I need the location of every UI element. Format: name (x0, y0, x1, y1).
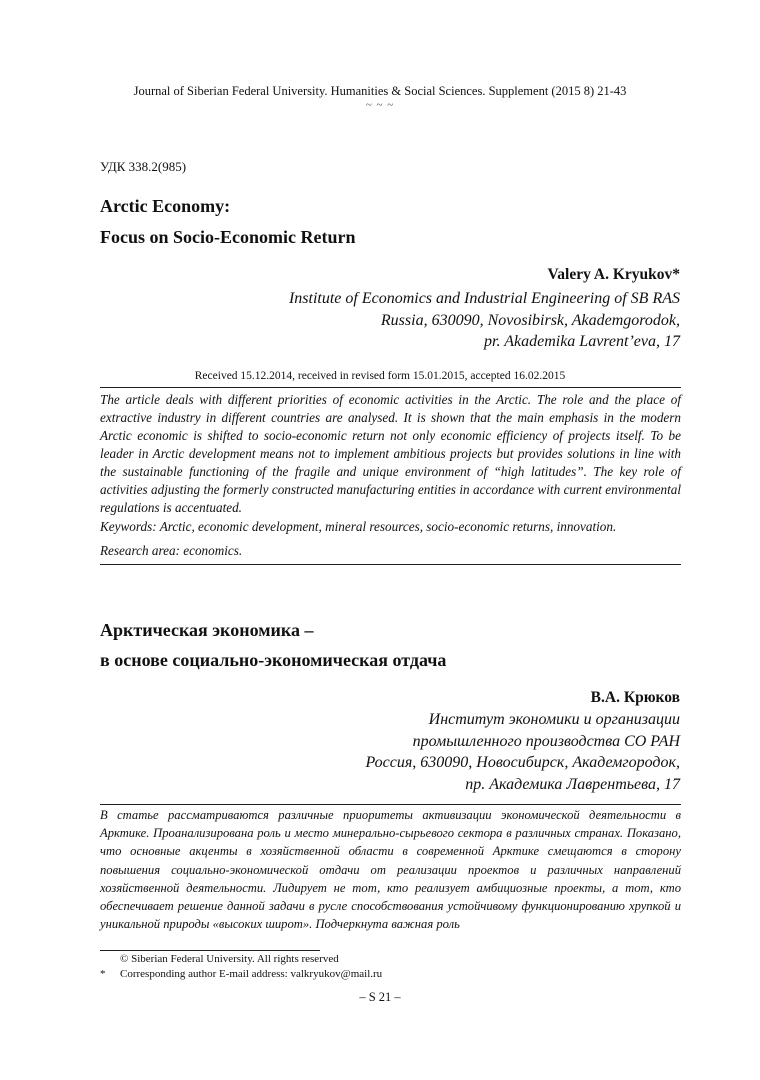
affiliation-en-line: Russia, 630090, Novosibirsk, Akademgorodok, (380, 311, 680, 329)
page-number: – S 21 – (359, 990, 401, 1004)
abstract-ru: В статье рассматриваются различные приоритеты активизации экономической деятельности в Арктике. Проанализирована роль и место минерально-сырьевого сектора в различных странах. Показано, что основные акценты в хозяйственной области в современной Арктике смещаются в сторону повышения социально-экономической отдачи от реализации проектов и различных направлений хозяйственной деятельности. Лидирует не тот, кто реализует амбициозные проекты, а тот, кто обеспечивает решение данной задачи в русле способствования устойчивому функционированию хрупкой и уникальной природы «высоких широт». Подчеркнута важная роль (100, 808, 681, 932)
abstract-bottom-rule (100, 564, 681, 565)
affiliation-en (289, 288, 680, 353)
keywords-en: Keywords: Arctic, economic development, mineral resources, socio-economic returns, innovation. (100, 519, 617, 534)
affiliation-en-line: pr. Akademika Lavrent’eva, 17 (484, 333, 680, 350)
footnote-rule (100, 950, 320, 951)
abstract-en: The article deals with different priorities of economic activities in the Arctic. The role and the place of extractive industry in different countries are analysed. It is shown that the main emphasis in the modern Arctic economic is shifted to socio-economic return not only economic efficiency of projects itself. To be leader in Arctic development means not to implement ambitious projects but provides solutions in line with the sustainable functioning of the fragile and unique environment of “high latitudes”. The key role of activities adjusting the formerly constructed manufacturing entities in accordance with current environmental regulations is accentuated. (100, 392, 681, 515)
author-en: Valery A. Kryukov* (547, 266, 680, 283)
received-dates: Received 15.12.2014, received in revised form 15.01.2015, accepted 16.02.2015 (194, 370, 566, 382)
title-ru-line2: в основе социально-экономическая отдача (100, 650, 447, 670)
journal-header: Journal of Siberian Federal University. Humanities & Social Sciences. Supplement (2015 8) 21-43 (133, 84, 627, 98)
affiliation-ru-line: пр. Академика Лаврентьева, 17 (465, 775, 680, 793)
affiliation-ru-line: промышленного производства СО РАН (412, 732, 680, 750)
research-area-en: Research area: economics. (100, 543, 243, 558)
affiliation-en-line: Institute of Economics and Industrial Engineering of SB RAS (288, 290, 680, 307)
footnote-star: * (100, 968, 106, 980)
footnote-corresponding: Corresponding author E-mail address: valkryukov@mail.ru (120, 968, 383, 980)
title-en-line2: Focus on Socio-Economic Return (100, 227, 356, 247)
title-en-line1: Arctic Economy: (100, 196, 231, 216)
header-ornament: ~ ~ ~ (365, 99, 395, 111)
abstract-top-rule (100, 387, 681, 388)
affiliation-ru (365, 709, 680, 795)
title-ru-line1: Арктическая экономика – (100, 620, 314, 640)
udk-code: УДК 338.2(985) (100, 159, 187, 174)
footnote-copyright: © Siberian Federal University. All rights reserved (120, 953, 339, 965)
author-ru: В.А. Крюков (590, 689, 680, 706)
abstract-ru-top-rule (100, 804, 681, 805)
affiliation-ru-line: Институт экономики и организации (428, 711, 680, 728)
affiliation-ru-line: Россия, 630090, Новосибирск, Академгородок, (365, 754, 680, 771)
